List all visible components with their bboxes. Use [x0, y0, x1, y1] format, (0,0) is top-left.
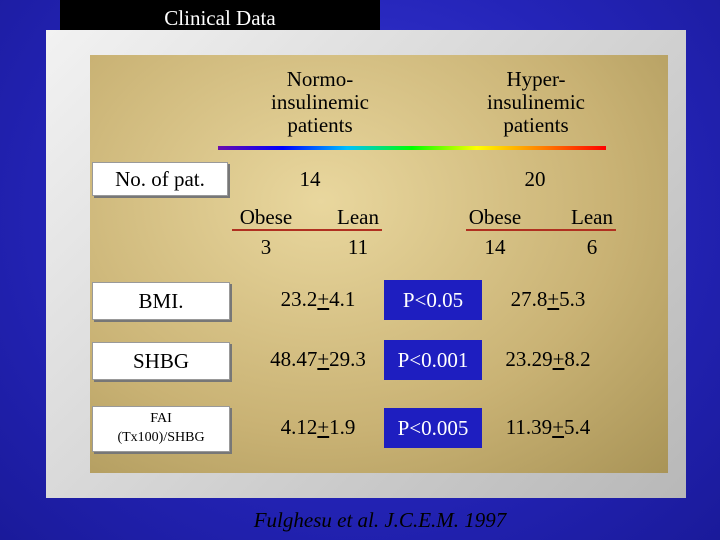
hyper-patient-count: 20: [524, 167, 546, 191]
fai-normo-value: 4.12+1.9: [280, 415, 356, 439]
row-label-fai: FAI (Tx100)/SHBG: [92, 406, 230, 452]
row-label-bmi: BMI.: [92, 282, 230, 320]
fai-hyper-value: 11.39+5.4: [505, 415, 591, 439]
gradient-divider: [218, 146, 606, 150]
hyper-subgroup-underline: [466, 229, 616, 231]
bmi-hyper-value: 27.8+5.3: [510, 287, 586, 311]
row-label-no-of-pat: No. of pat.: [92, 162, 228, 196]
fai-p-value: P<0.005: [384, 408, 482, 448]
hyper-obese-count: 14: [484, 235, 506, 259]
hyper-lean-count: 6: [586, 235, 598, 259]
normo-column-header: Normo- insulinemic patients: [271, 67, 369, 138]
normo-subgroup-underline: [232, 229, 382, 231]
normo-lean-label: Lean: [337, 205, 379, 229]
normo-obese-label: Obese: [239, 205, 293, 229]
bmi-p-value: P<0.05: [384, 280, 482, 320]
hyper-obese-label: Obese: [468, 205, 522, 229]
normo-patient-count: 14: [299, 167, 321, 191]
shbg-hyper-value: 23.29+8.2: [505, 347, 591, 371]
citation: Fulghesu et al. J.C.E.M. 1997: [253, 508, 507, 532]
shbg-normo-value: 48.47+29.3: [270, 347, 366, 371]
row-label-shbg: SHBG: [92, 342, 230, 380]
normo-lean-count: 11: [347, 235, 369, 259]
normo-obese-count: 3: [260, 235, 272, 259]
bmi-normo-value: 23.2+4.1: [280, 287, 356, 311]
hyper-lean-label: Lean: [571, 205, 613, 229]
slide-title: Clinical Data: [60, 0, 380, 36]
shbg-p-value: P<0.001: [384, 340, 482, 380]
hyper-column-header: Hyper- insulinemic patients: [487, 67, 585, 138]
